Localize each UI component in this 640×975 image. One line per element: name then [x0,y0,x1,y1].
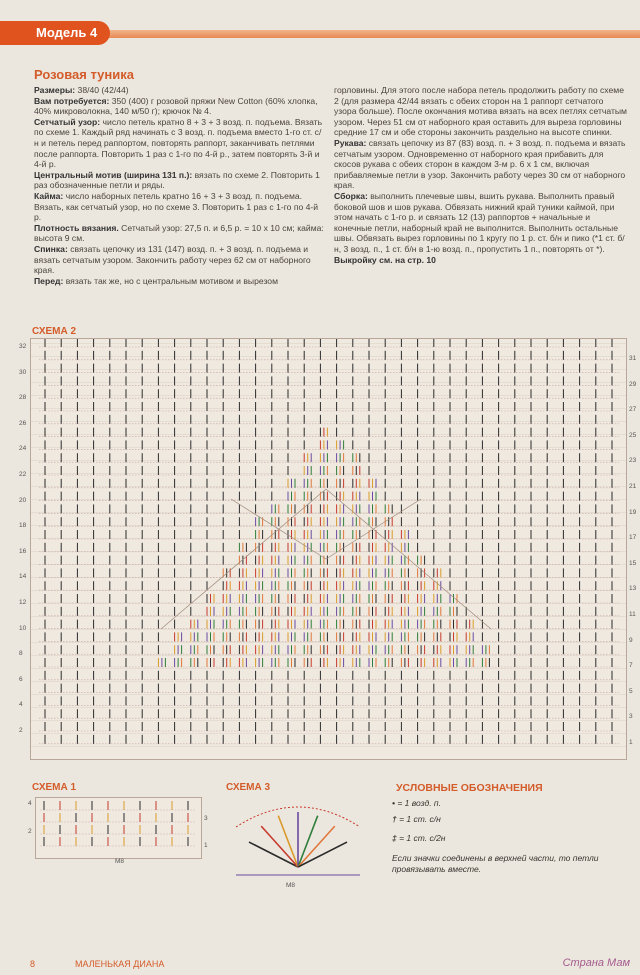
paragraph-heading: Перед: [34,275,64,286]
paragraph [34,244,324,276]
chart2-row-number: 18 [19,522,27,530]
chart2-row-number: 3 [629,713,633,721]
chart1-graphic [36,798,201,858]
chart2-row-number: 26 [19,419,27,427]
paragraph-heading: Центральный мотив (ширина 131 п.): [34,169,193,180]
chart2-row-number: 32 [19,343,27,350]
paragraph-text: выполнить плечевые швы, вшить рукава. Выполнить правый боковой шов и шов рукава. Обвязать нижний край туники каймой, при этом начать с 1-го р. и связать 12 (13) раппортов + начальные и конечные петли, наборный край не выполнится. Выполнить остальные швы. Обвязать вырез горловины по 1 кругу по 1 р. ст. б/н и пико (*1 ст. б/н, 3 возд. п., 1 ст. б/н в 1-ю возд. п., пропустить 1 п., повторять от *). [334,190,625,254]
chart3-label: СХЕМА 3 [226,782,271,793]
legend-title: УСЛОВНЫЕ ОБОЗНАЧЕНИЯ [396,782,543,794]
chart2-row-number: 17 [629,534,637,542]
chart2-graphic [31,339,626,759]
legend-chain [392,798,441,808]
paragraph [34,191,324,223]
chart2-row-number: 15 [629,559,637,567]
chart1-row-4: 4 [28,800,32,807]
paragraph-text: связать цепочку из 131 (147) возд. п. + 3 возд. п. подъема и вязать сетчатым узором. Закончить работу через 62 см от наборного края. [34,243,311,276]
paragraph-heading: Кайма: [34,190,64,201]
paragraph-text: горловины. Для этого после набора петель продолжить работу по схеме 2 (для размера 42/44 вязать с обеих сторон на 1 раппорт сетчатого узора больше). После окончания мотива вязать на всех петлях сетчатым узором. Через 51 см от наборного края оставить для выреза горловины средние 17 см и обе стороны закончить раздельно на высоте спинки. [334,85,627,138]
chart2-row-number: 14 [19,573,27,581]
chart2-row-number: 30 [19,368,27,376]
article-title: Розовая туника [34,67,134,82]
treble-crochet-icon: ‡ [392,833,400,843]
paragraph-heading: Размеры: [34,85,76,95]
paragraph-text: число наборных петель кратно 16 + 3 + 3 возд. п. подъема. Вязать, как сетчатый узор, но по схеме 3. Повторить 1 раз с 1-го по 4-й р. [34,190,319,223]
paragraph-text: связать цепочку из 87 (83) возд. п. + 3 возд. п. подъема и вязать сетчатым узором. Одновременно от наборного края прибавить для скосов рукава с обеих сторон в каждом 3-м р. 6 х 1 см, включая прибавляемые петли в узор. Закончить работу через 30 см от наборного края. [334,137,626,191]
legend-tr [392,833,445,843]
watermark: Страна Мам [562,957,630,969]
double-crochet-icon: † [392,814,400,824]
model-tab: Модель 4 [0,21,110,45]
chart2-row-number: 16 [19,547,27,555]
paragraph [34,276,324,287]
chart2-row-number: 2 [19,727,23,734]
stitch-mark [298,826,335,867]
chart2-row-number: 20 [19,496,27,504]
text-column-1 [34,85,324,286]
chart2-row-number: 12 [19,599,27,606]
chart1-row-1: 1 [204,842,208,849]
paragraph [334,255,627,266]
legend-dc-text: = 1 ст. с/н [399,814,441,824]
magazine-name: МАЛЕНЬКАЯ ДИАНА [75,959,165,969]
chart2-row-number: 25 [629,431,637,439]
paragraph [334,138,627,191]
stitch-mark [261,826,298,867]
crochet-chart-2 [30,338,627,760]
chart1-label: СХЕМА 1 [32,782,77,793]
paragraph-heading: Плотность вязания. [34,222,119,233]
paragraph [34,96,324,117]
chart2-row-number: 28 [19,394,27,402]
chart2-row-number: 6 [19,675,23,683]
legend-note: Если значки соединены в верхней части, то петли провязывать вместе. [392,853,599,874]
text-column-2 [334,85,627,265]
chart2-row-number: 11 [629,611,636,618]
chart2-row-number: 13 [629,585,637,593]
chart2-row-number: 7 [629,662,633,670]
chart2-label: СХЕМА 2 [32,326,77,337]
paragraph-heading: Выкройку см. на стр. 10 [334,254,436,265]
paragraph-heading: Спинка: [34,243,68,254]
paragraph-text: 350 (400) г розовой пряжи New Cotton (60% хлопка, 40% микроволокна, 140 м/50 г); крючок № 4. [34,95,318,117]
chart2-row-number: 10 [19,624,27,632]
paragraph-text: число петель кратно 8 + 3 + 3 возд. п. подъема. Вязать по схеме 1. Каждый ряд начинать с 3 возд. п. подъема вместо 1-го ст. с/н и петель перед раппортом, повторять раппорт, заканчивать петлями после раппорта. Повторить 1 раз с 1-го по 4-й р., затем повторять 3-й и 4-й р. [34,116,323,170]
chart3-marker: M8 [286,882,296,889]
crochet-chart-3 [226,797,371,882]
chart2-row-number: 4 [19,701,23,709]
paragraph-heading: Сборка: [334,190,368,201]
legend-dc [392,814,441,824]
chart2-row-number: 1 [629,739,633,746]
legend-chain-text: = 1 возд. п. [397,798,441,808]
chart2-row-number: 31 [629,355,637,362]
motif-guide-line [161,489,326,629]
chain-stitch-icon: • [392,798,398,808]
chart1-marker: M8 [115,858,125,865]
chart2-row-number: 27 [629,406,637,414]
paragraph-heading: Сетчатый узор: [34,116,101,127]
chart3-graphic [226,797,371,882]
chart1-row-2: 2 [28,828,32,835]
chart2-row-number: 5 [629,687,633,695]
chart2-row-number: 8 [19,650,23,658]
paragraph-text: вязать по схеме 2. Повторить 1 раз обозначенные петли и ряды. [34,169,320,191]
paragraph [34,170,324,191]
legend-tr-text: = 1 ст. с/2н [399,833,446,843]
paragraph [34,85,324,96]
chart2-row-number: 19 [629,508,637,516]
paragraph [334,85,627,138]
chart2-row-number: 24 [19,445,27,453]
chart2-row-number: 29 [629,380,637,388]
paragraph-text: вязать так же, но с центральным мотивом и вырезом [63,275,278,286]
chart2-row-number: 21 [629,483,637,490]
paragraph [34,117,324,170]
chart2-row-number: 9 [629,636,633,644]
crochet-chart-1 [35,797,202,859]
chart1-row-3: 3 [204,815,208,822]
paragraph-text: Сетчатый узор: 27,5 п. и 6,5 р. = 10 х 10 см; кайма: высота 9 см. [34,222,324,244]
paragraph-heading: Рукава: [334,137,367,148]
page-number: 8 [30,959,36,969]
paragraph [34,223,324,244]
paragraph-text: 38/40 (42/44) [75,85,129,95]
paragraph [334,191,627,255]
paragraph-heading: Вам потребуется: [34,95,110,106]
chart2-row-number: 22 [19,471,27,478]
chart2-row-number: 23 [629,457,637,465]
